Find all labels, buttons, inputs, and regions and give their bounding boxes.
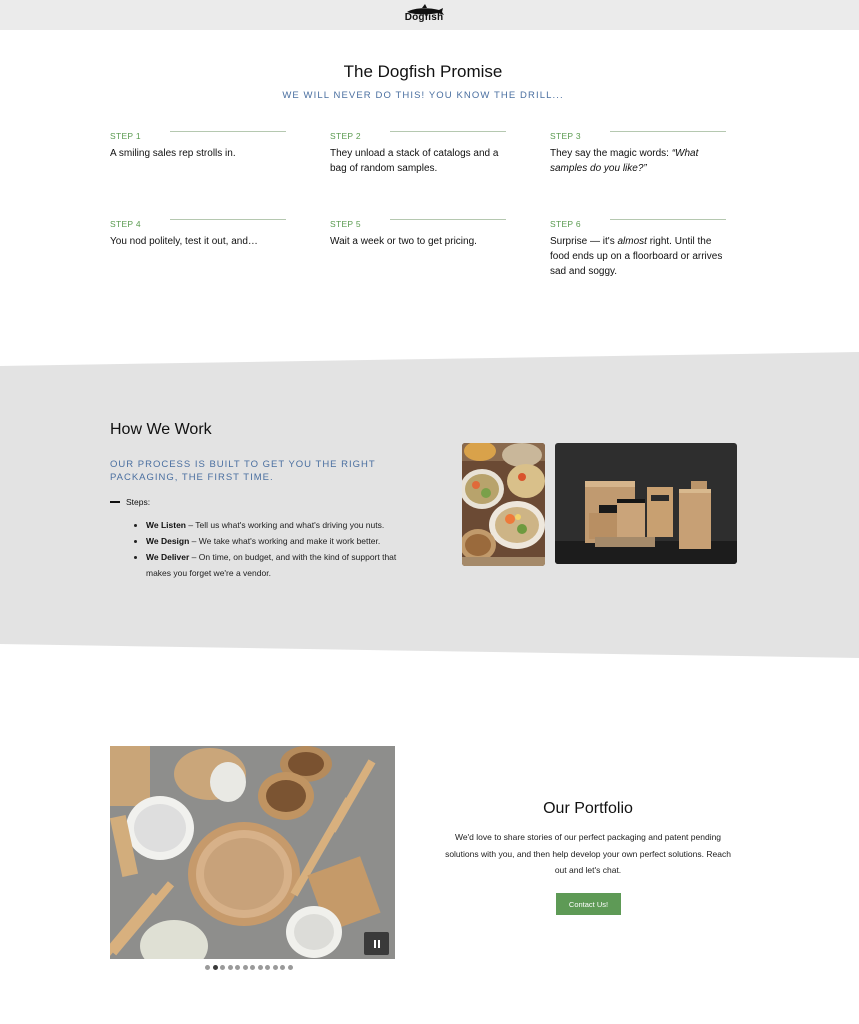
step-text: A smiling sales rep strolls in. xyxy=(110,148,236,159)
slider-dot[interactable] xyxy=(220,965,225,970)
promise-title: The Dogfish Promise xyxy=(343,62,503,81)
step-text: Surprise — it's almost right. Until the food ends up on a floorboard or arrives sad and soggy. xyxy=(550,236,723,277)
slider-dot[interactable] xyxy=(280,965,285,970)
promise-subtitle: WE WILL NEVER DO THIS! YOU KNOW THE DRILL... xyxy=(282,90,564,101)
process-list xyxy=(132,517,411,581)
steps-label: Steps: xyxy=(126,497,151,507)
steps-accordion-toggle[interactable] xyxy=(110,497,150,507)
step-4 xyxy=(110,214,290,249)
pause-icon xyxy=(374,940,376,948)
logo-text: Dogfish xyxy=(404,12,444,23)
step-1 xyxy=(110,126,290,161)
step-label: STEP 2 xyxy=(330,131,361,141)
step-label: STEP 1 xyxy=(110,131,141,141)
slider-dot[interactable] xyxy=(250,965,255,970)
step-label: STEP 3 xyxy=(550,131,581,141)
slider-dot[interactable] xyxy=(213,965,218,970)
contact-us-button[interactable]: Contact Us! xyxy=(556,893,621,915)
coffee-cups-photo xyxy=(555,443,737,564)
list-item: • We Design – We take what's working and make it work better. xyxy=(146,533,411,549)
step-divider xyxy=(390,131,506,132)
list-item: • We Deliver – On time, on budget, and with the kind of support that makes you forget we're a vendor. xyxy=(146,549,411,581)
list-item: • We Listen – Tell us what's working and what's driving you nuts. xyxy=(146,517,411,533)
how-we-work-title: How We Work xyxy=(110,421,212,438)
step-6 xyxy=(550,214,730,279)
step-text: They say the magic words: “What samples do you like?” xyxy=(550,148,699,174)
step-divider xyxy=(610,131,726,132)
step-divider xyxy=(390,219,506,220)
slider-pause-button[interactable] xyxy=(364,932,389,955)
step-text: Wait a week or two to get pricing. xyxy=(330,236,477,247)
slider-dot[interactable] xyxy=(273,965,278,970)
portfolio-slider[interactable] xyxy=(110,746,395,959)
portfolio-text: We'd love to share stories of our perfect packaging and patent pending solutions with you, and then help develop your own perfect solutions. Reach out and let's chat. xyxy=(445,832,731,875)
step-divider xyxy=(610,219,726,220)
step-label: STEP 4 xyxy=(110,219,141,229)
slider-dot[interactable] xyxy=(235,965,240,970)
slider-dot[interactable] xyxy=(228,965,233,970)
step-label: STEP 6 xyxy=(550,219,581,229)
step-3 xyxy=(550,126,730,176)
portfolio-title: Our Portfolio xyxy=(543,800,633,817)
step-text: You nod politely, test it out, and… xyxy=(110,236,258,247)
slider-dot[interactable] xyxy=(243,965,248,970)
slider-dots xyxy=(205,965,293,970)
slider-dot[interactable] xyxy=(288,965,293,970)
slide-image xyxy=(110,746,395,959)
slider-dot[interactable] xyxy=(265,965,270,970)
slider-dot[interactable] xyxy=(205,965,210,970)
step-divider xyxy=(170,219,286,220)
step-divider xyxy=(170,131,286,132)
step-label: STEP 5 xyxy=(330,219,361,229)
step-5 xyxy=(330,214,510,249)
step-2 xyxy=(330,126,510,176)
site-header xyxy=(0,0,859,30)
how-we-work-subtitle: OUR PROCESS IS BUILT TO GET YOU THE RIGHT PACKAGING, THE FIRST TIME. xyxy=(110,459,376,483)
food-bowls-photo xyxy=(462,443,545,566)
slider-dot[interactable] xyxy=(258,965,263,970)
step-text: They unload a stack of catalogs and a bag of random samples. xyxy=(330,148,499,174)
dogfish-logo[interactable] xyxy=(403,3,445,27)
minus-icon xyxy=(110,501,120,503)
